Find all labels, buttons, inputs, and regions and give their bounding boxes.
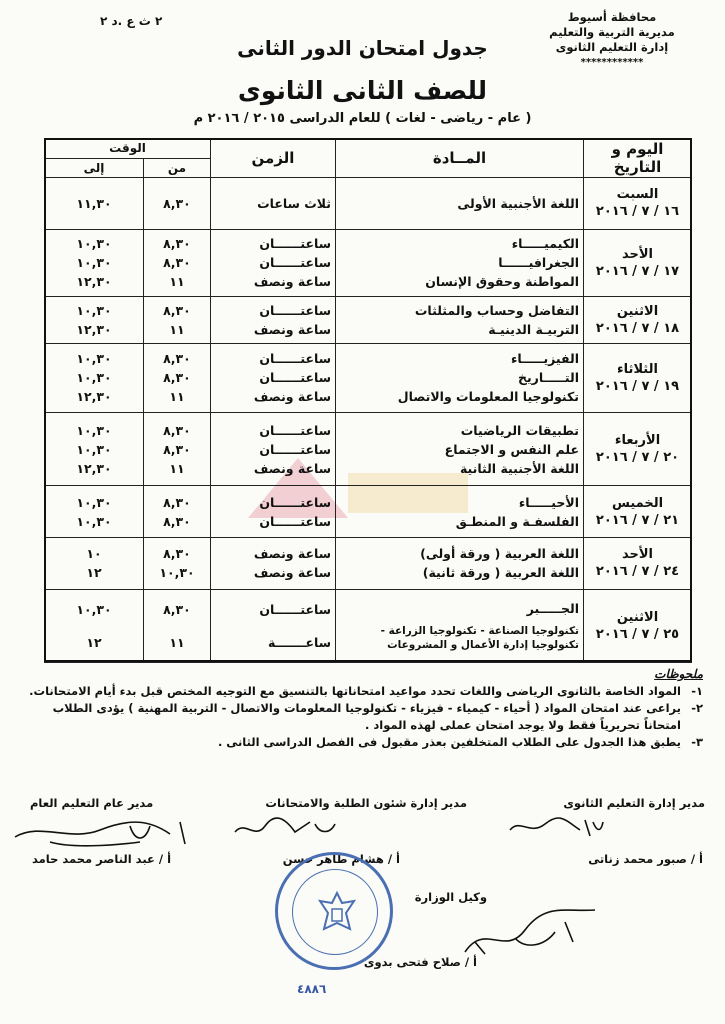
issuer-line: مديرية التربية والتعليم: [549, 25, 675, 39]
time-to: ١٠,٣٠: [76, 513, 112, 529]
day-name: الخميس: [611, 495, 664, 511]
time-to: ١٢: [86, 634, 102, 650]
time-from: ١١: [169, 389, 185, 405]
time-from: ٨,٣٠: [163, 302, 191, 318]
header-time: الوقت: [45, 139, 211, 159]
header-from: من: [144, 158, 211, 178]
duration: ساعتــــــان: [259, 302, 331, 318]
time-to: ١٠,٣٠: [76, 494, 112, 510]
duration: ساعتــــــان: [259, 351, 331, 367]
duration: ساعة ونصف: [253, 274, 331, 290]
subject: تكنولوجيا المعلومات والاتصال: [397, 389, 579, 405]
deputy-title: وكيل الوزارة: [414, 890, 487, 904]
time-to: ١٢: [86, 565, 102, 581]
document-grade-title: للصف الثانى الثانوى: [237, 76, 488, 105]
exam-date: ١٨ / ٧ / ٢٠١٦: [595, 320, 680, 336]
exam-date: ٢٥ / ٧ / ٢٠١٦: [595, 626, 680, 642]
signatory-title-secondary-ed: مدير إدارة التعليم الثانوى: [563, 796, 705, 810]
time-from: ٨,٣٠: [163, 494, 191, 510]
duration: ساعتــــــان: [259, 370, 331, 386]
time-from: ٨,٣٠: [163, 441, 191, 457]
official-stamp: [275, 852, 393, 970]
subject: اللغة العربية ( ورقة أولى): [420, 546, 579, 562]
time-from: ١١: [169, 274, 185, 290]
time-from: ٨,٣٠: [163, 513, 191, 529]
time-from: ٨,٣٠: [163, 546, 191, 562]
issuer-line: إدارة التعليم الثانوى: [555, 40, 669, 54]
exam-date: ١٩ / ٧ / ٢٠١٦: [595, 378, 680, 394]
document-subtitle: ( عام - رياضى - لغات ) للعام الدراسى ٢٠١٥ / ٢٠١٦ م: [193, 111, 532, 126]
duration: ساعتــــــان: [259, 601, 331, 617]
header-to: إلى: [45, 158, 144, 178]
time-to: ١٢,٣٠: [76, 274, 112, 290]
time-to: ١٠,٣٠: [76, 302, 112, 318]
duration: ساعتــــــان: [259, 441, 331, 457]
note-text: يراعى عند امتحان المواد ( أحياء - كيمياء - فيزياء - تكنولوجيا المعلومات والاتصال - التربية المهنية ) يؤدى الطلاب امتحاناً تحريرياً فقط ولا يوجد امتحان عملى لهذه المواد .: [52, 701, 681, 732]
subject: الجغرافيــــــا: [498, 255, 579, 271]
issuer-line: ************: [580, 57, 644, 68]
notes-title: ملحوظات: [654, 667, 703, 681]
note-text: يطبق هذا الجدول على الطلاب المتخلفين بعذر مقبول فى الفصل الدراسى الثانى .: [217, 735, 681, 749]
time-from: ٨,٣٠: [163, 370, 191, 386]
subject: الكيميـــــاء: [511, 236, 579, 252]
day-name: الأحد: [621, 547, 653, 563]
subject: التربيـة الدينيـة: [488, 321, 579, 337]
time-to: ١٢,٣٠: [76, 389, 112, 405]
duration: ساعتــــــان: [259, 494, 331, 510]
subject: تكنولوجيا إدارة الأعمال و المشروعات: [387, 639, 579, 652]
duration: ساعتــــــان: [259, 255, 331, 271]
day-name: الأربعاء: [614, 433, 661, 449]
subject: الفيزيـــــاء: [511, 351, 579, 367]
subject: اللغة الأجنبية الثانية: [459, 460, 579, 476]
time-to: ١٠,٣٠: [76, 370, 112, 386]
stamp-serial-number: ٤٨٨٦: [297, 982, 327, 996]
subject: المواطنة وحقوق الإنسان: [425, 274, 579, 290]
signature-scribble: [230, 812, 340, 844]
day-name: السبت: [616, 187, 659, 203]
subject: علم النفس و الاجتماع: [444, 441, 579, 457]
note-item: [23, 683, 703, 700]
table-border: [44, 138, 692, 662]
subject: الأحيـــــاء: [518, 494, 579, 510]
duration: ساعة ونصف: [253, 321, 331, 337]
header-duration: الزمن: [211, 139, 336, 178]
subject: اللغة الأجنبية الأولى: [457, 195, 579, 211]
duration: ساعة ونصف: [253, 565, 331, 581]
note-number: ٢-: [691, 701, 703, 715]
exam-date: ١٧ / ٧ / ٢٠١٦: [595, 263, 680, 279]
time-from: ١١: [169, 634, 185, 650]
duration: ساعـــــــة: [267, 634, 331, 650]
time-to: ١٠,٣٠: [76, 441, 112, 457]
duration: ساعة ونصف: [253, 546, 331, 562]
header-day-date: اليوم و التاريخ: [584, 139, 692, 178]
subject: التفاضل وحساب والمثلثات: [414, 302, 579, 318]
notes-section: [23, 666, 703, 751]
subject: تكنولوجيا الصناعة - تكنولوجيا الزراعة -: [380, 625, 579, 638]
time-to: ١٢,٣٠: [76, 460, 112, 476]
duration: ثلاث ساعات: [257, 195, 331, 211]
time-from: ٨,٣٠: [163, 351, 191, 367]
signature-scribble: [505, 812, 605, 840]
exam-date: ١٦ / ٧ / ٢٠١٦: [595, 204, 680, 220]
time-to: ١٠,٣٠: [76, 236, 112, 252]
subject: تطبيقات الرياضيات: [460, 422, 579, 438]
header-subject: المــادة: [336, 139, 584, 178]
time-from: ٨,٣٠: [163, 422, 191, 438]
subject: الجـــــبر: [526, 601, 579, 617]
note-text: المواد الخاصة بالثانوى الرياضى واللغات تحدد مواعيد امتحاناتها بالتنسيق مع التوجيه المختص قبل بدء أيام الامتحانات.: [29, 684, 681, 698]
duration: ساعتــــــان: [259, 513, 331, 529]
time-from: ٨,٣٠: [163, 195, 191, 211]
signatory-name-secondary-ed: أ / صبور محمد زناتى: [588, 852, 703, 866]
document-title: جدول امتحان الدور الثانى: [237, 36, 488, 60]
eagle-emblem-icon: [316, 889, 358, 937]
time-from: ١١: [169, 321, 185, 337]
signatory-title-student-affairs: مدير إدارة شئون الطلبة والامتحانات: [265, 796, 467, 810]
day-name: الاثنين: [616, 303, 659, 319]
time-to: ١٢,٣٠: [76, 321, 112, 337]
duration: ساعة ونصف: [253, 460, 331, 476]
note-number: ٣-: [691, 735, 703, 749]
deputy-name: أ / صلاح فتحى بدوى: [363, 955, 477, 969]
subject: الفلسفـة و المنطـق: [455, 513, 579, 529]
issuer-line: محافظة أسيوط: [567, 10, 657, 24]
time-from: ١٠,٣٠: [159, 565, 195, 581]
subject: التـــــاريخ: [517, 370, 579, 386]
time-to: ١٠,٣٠: [76, 351, 112, 367]
signatory-title-general-ed: مدير عام التعليم العام: [30, 796, 154, 810]
exam-date: ٢١ / ٧ / ٢٠١٦: [595, 512, 680, 528]
subject: اللغة العربية ( ورقة ثانية): [422, 565, 579, 581]
time-from: ٨,٣٠: [163, 255, 191, 271]
signatory-name-student-affairs: أ / هشام طاهر حسن: [282, 852, 400, 866]
exam-date: ٢٤ / ٧ / ٢٠١٦: [595, 564, 680, 580]
day-name: الاثنين: [616, 609, 659, 625]
duration: ساعتــــــان: [259, 236, 331, 252]
note-item: [23, 700, 703, 734]
time-to: ١١,٣٠: [76, 195, 112, 211]
time-to: ١٠,٣٠: [76, 255, 112, 271]
time-to: ١٠,٣٠: [76, 422, 112, 438]
duration: ساعة ونصف: [253, 389, 331, 405]
time-from: ٨,٣٠: [163, 236, 191, 252]
time-from: ٨,٣٠: [163, 601, 191, 617]
time-from: ١١: [169, 460, 185, 476]
time-to: ١٠,٣٠: [76, 601, 112, 617]
exam-date: ٢٠ / ٧ / ٢٠١٦: [595, 450, 680, 466]
time-to: ١٠: [86, 546, 102, 562]
note-item: [23, 734, 703, 751]
duration: ساعتــــــان: [259, 422, 331, 438]
document-code: ٢ ث ع .د ٢: [100, 14, 163, 28]
day-name: الأحد: [621, 246, 653, 262]
day-name: الثلاثاء: [617, 361, 658, 377]
note-number: ١-: [691, 684, 703, 698]
signature-scribble: [10, 812, 220, 852]
signatory-name-general-ed: أ / عبد الناصر محمد حامد: [32, 852, 172, 866]
deputy-signature-scribble: [455, 902, 605, 962]
